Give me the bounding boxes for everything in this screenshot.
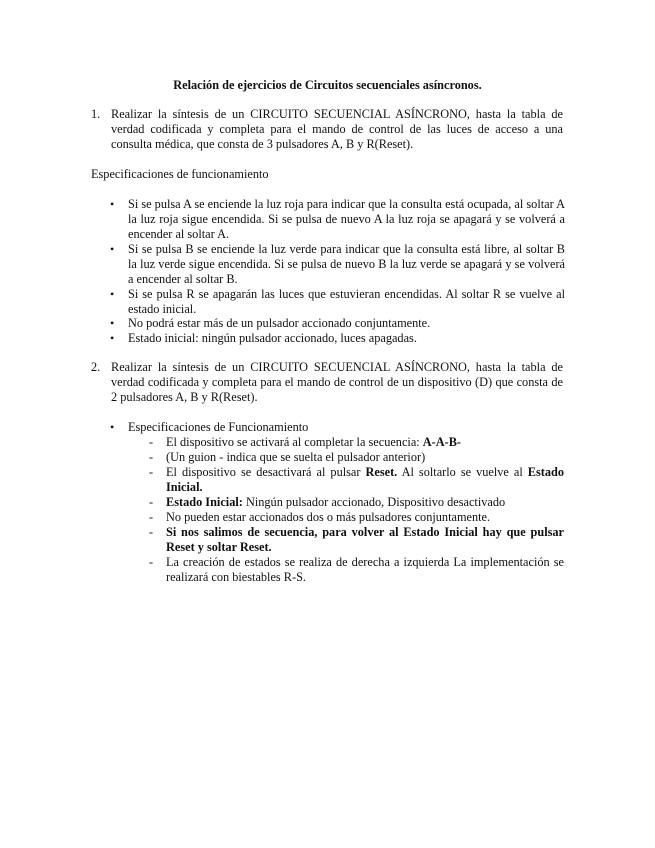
exercise-1-spec-heading: Especificaciones de funcionamiento [91,167,269,181]
exercise-2-number: 2. [91,360,101,374]
exercise-1-bullet: Si se pulsa B se enciende la luz verde para indicar que la consulta está libre, al soltar B la luz verde sigue encendida. Si se pulsa de nuevo B la luz verde se apagará y se volverá a encender al soltar B. [128,242,565,286]
exercise-2-item-sequence: El dispositivo se activará al completar la secuencia: A-A-B- [166,435,462,449]
exercise-2-item-out-of-sequence: Si nos salimos de secuencia, para volver al Estado Inicial hay que pulsar Reset y soltar Reset. [166,525,564,554]
bullet-icon: • [110,287,115,301]
exercise-2-spec-heading: Especificaciones de Funcionamiento [128,420,309,434]
bullet-icon: • [110,316,115,330]
dash-icon: - [149,450,154,464]
exercise-1-bullet: Si se pulsa A se enciende la luz roja para indicar que la consulta está ocupada, al soltar A la luz roja sigue encendida. Si se pulsa de nuevo A la luz roja se apagará y se volverá a encender al soltar A. [128,197,565,241]
exercise-2-item-implementation: La creación de estados se realiza de derecha a izquierda La implementación se realizará con biestables R-S. [166,555,564,584]
document-title: Relación de ejercicios de Circuitos secuenciales asíncronos. [173,78,482,92]
exercise-2-statement: Realizar la síntesis de un CIRCUITO SECUENCIAL ASÍNCRONO, hasta la tabla de verdad codificada y completa para el mando de control de un dispositivo (D) que consta de 2 pulsadores A, B y R(Reset). [111,360,563,404]
exercise-1-statement: Realizar la síntesis de un CIRCUITO SECUENCIAL ASÍNCRONO, hasta la tabla de verdad codificada y completa para el mando de control de las luces de acceso a una consulta médica, que consta de 3 pulsadores A, B y R(Reset). [111,107,563,151]
dash-icon: - [149,510,154,524]
exercise-2-item-no-simultaneous: No pueden estar accionados dos o más pulsadores conjuntamente. [166,510,491,524]
exercise-1-bullet: Si se pulsa R se apagarán las luces que estuvieran encendidas. Al soltar R se vuelve al estado inicial. [128,287,565,316]
exercise-2-item-guion: (Un guion - indica que se suelta el pulsador anterior) [166,450,426,464]
exercise-1-bullet: No podrá estar más de un pulsador accionado conjuntamente. [128,316,431,330]
dash-icon: - [149,465,154,479]
dash-icon: - [149,495,154,509]
bullet-icon: • [110,197,115,211]
dash-icon: - [149,525,154,539]
exercise-1-bullet: Estado inicial: ningún pulsador accionado, luces apagadas. [128,331,417,345]
bullet-icon: • [110,242,115,256]
exercise-2-item-initial-state: Estado Inicial: Ningún pulsador accionado, Dispositivo desactivado [166,495,506,509]
bullet-icon: • [110,420,115,434]
dash-icon: - [149,435,154,449]
exercise-1-number: 1. [91,107,101,121]
exercise-2-item-reset: El dispositivo se desactivará al pulsar Reset. Al soltarlo se vuelve al Estado Inicial. [166,465,564,494]
bullet-icon: • [110,331,115,345]
dash-icon: - [149,555,154,569]
